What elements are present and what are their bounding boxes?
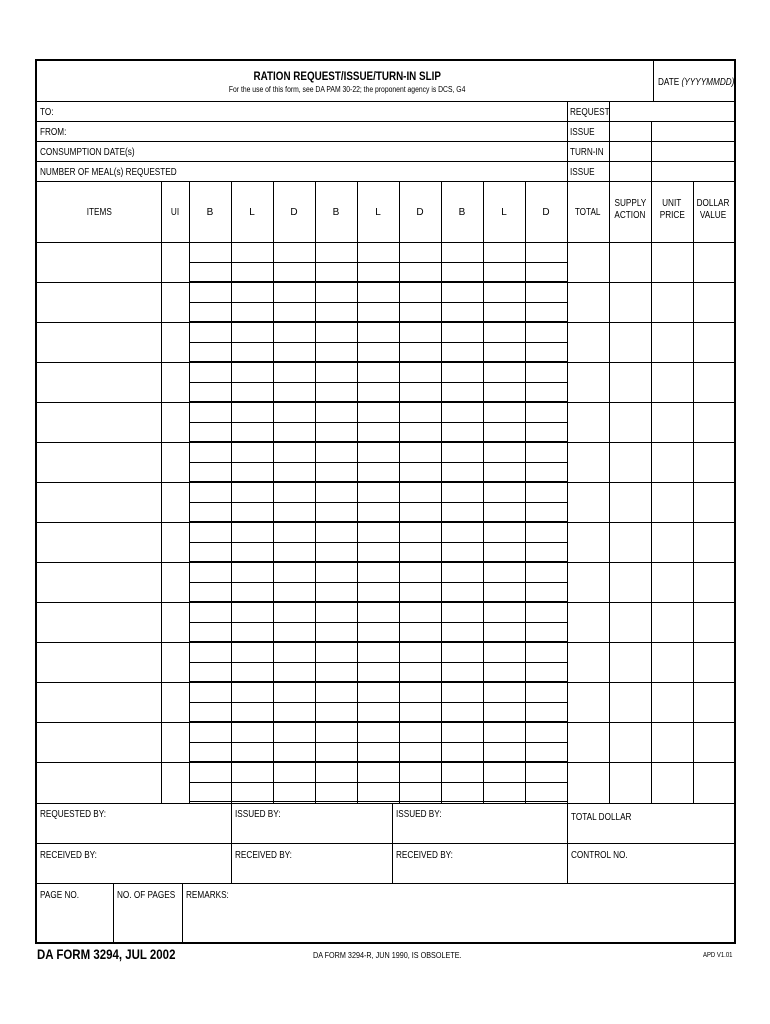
items-header: ITEMS xyxy=(86,207,112,218)
received-by-field-1[interactable] xyxy=(37,844,231,883)
total-header: TOTAL xyxy=(575,207,601,218)
item-row[interactable] xyxy=(37,523,734,562)
page-no-label: PAGE NO. xyxy=(40,890,80,901)
meals-requested-label: NUMBER OF MEAL(s) REQUESTED xyxy=(40,167,177,178)
form-title: RATION REQUEST/ISSUE/TURN-IN SLIP xyxy=(253,69,441,83)
unit-price-header: UNIT PRICE xyxy=(659,198,685,221)
meal-header-5: L xyxy=(375,207,381,218)
remarks-field[interactable] xyxy=(183,884,734,942)
obsolete-note: DA FORM 3294-R, JUN 1990, IS OBSOLETE. xyxy=(313,950,462,960)
meal-header-7: B xyxy=(458,207,466,218)
item-row[interactable] xyxy=(37,683,734,722)
total-dollar-label: TOTAL DOLLAR xyxy=(571,812,632,823)
consumption-date-field[interactable] xyxy=(37,142,567,161)
received-by-label-3: RECEIVED BY: xyxy=(396,850,453,861)
to-label: TO: xyxy=(40,107,54,118)
issue-field[interactable] xyxy=(610,122,734,141)
issued-by-label-2: ISSUED BY: xyxy=(396,809,442,820)
total-dollar-field[interactable] xyxy=(568,804,734,843)
apd-version: APD V1.01 xyxy=(703,952,733,959)
remarks-label: REMARKS: xyxy=(186,890,229,901)
meal-header-2: L xyxy=(249,207,255,218)
item-row[interactable] xyxy=(37,443,734,482)
control-no-field[interactable] xyxy=(568,844,734,883)
form-id: DA FORM 3294, JUL 2002 xyxy=(37,946,176,962)
meal-header-3: D xyxy=(290,207,298,218)
item-row[interactable] xyxy=(37,283,734,322)
no-of-pages-label: NO. OF PAGES xyxy=(117,890,176,901)
requested-by-label: REQUESTED BY: xyxy=(40,809,107,820)
issued-by-label-1: ISSUED BY: xyxy=(235,809,281,820)
received-by-field-3[interactable] xyxy=(393,844,567,883)
item-row[interactable] xyxy=(37,403,734,442)
item-row[interactable] xyxy=(37,323,734,362)
from-label: FROM: xyxy=(40,127,67,138)
received-by-label-1: RECEIVED BY: xyxy=(40,850,97,861)
issued-by-field-2[interactable] xyxy=(393,804,567,843)
requested-by-field[interactable] xyxy=(37,804,231,843)
received-by-label-2: RECEIVED BY: xyxy=(235,850,292,861)
supply-action-header: SUPPLY ACTION xyxy=(614,198,646,221)
no-of-pages-field[interactable] xyxy=(114,884,182,942)
item-row[interactable] xyxy=(37,563,734,602)
request-field[interactable] xyxy=(610,102,734,121)
issue-label: ISSUE xyxy=(570,127,595,138)
meal-header-4: B xyxy=(332,207,340,218)
ration-request-form xyxy=(35,59,736,944)
meal-header-8: L xyxy=(501,207,507,218)
issue-field-2[interactable] xyxy=(610,162,734,181)
meal-header-6: D xyxy=(416,207,424,218)
meal-header-1: B xyxy=(206,207,214,218)
date-label: DATE xyxy=(658,77,680,88)
item-row[interactable] xyxy=(37,243,734,282)
page-no-field[interactable] xyxy=(37,884,113,942)
item-row[interactable] xyxy=(37,723,734,762)
control-no-label: CONTROL NO. xyxy=(571,850,628,861)
issued-by-field-1[interactable] xyxy=(232,804,392,843)
meal-header-9: D xyxy=(542,207,550,218)
date-field[interactable] xyxy=(654,61,736,101)
dollar-value-header: DOLLAR VALUE xyxy=(697,198,730,221)
item-row[interactable] xyxy=(37,483,734,522)
received-by-field-2[interactable] xyxy=(232,844,392,883)
item-row[interactable] xyxy=(37,763,734,802)
consumption-date-label: CONSUMPTION DATE(s) xyxy=(40,147,135,158)
item-row[interactable] xyxy=(37,603,734,642)
to-field[interactable] xyxy=(37,102,567,121)
turn-in-label: TURN-IN xyxy=(570,147,604,158)
turn-in-field[interactable] xyxy=(610,142,734,161)
item-row[interactable] xyxy=(37,363,734,402)
request-label: REQUEST xyxy=(570,107,610,118)
item-row[interactable] xyxy=(37,643,734,682)
form-subtitle: For the use of this form, see DA PAM 30-22; the proponent agency is DCS, G4 xyxy=(228,85,466,94)
from-field[interactable] xyxy=(37,122,567,141)
ui-header: UI xyxy=(170,207,180,218)
date-format: (YYYYMMDD) xyxy=(681,77,735,88)
issue-label-2: ISSUE xyxy=(570,167,595,178)
